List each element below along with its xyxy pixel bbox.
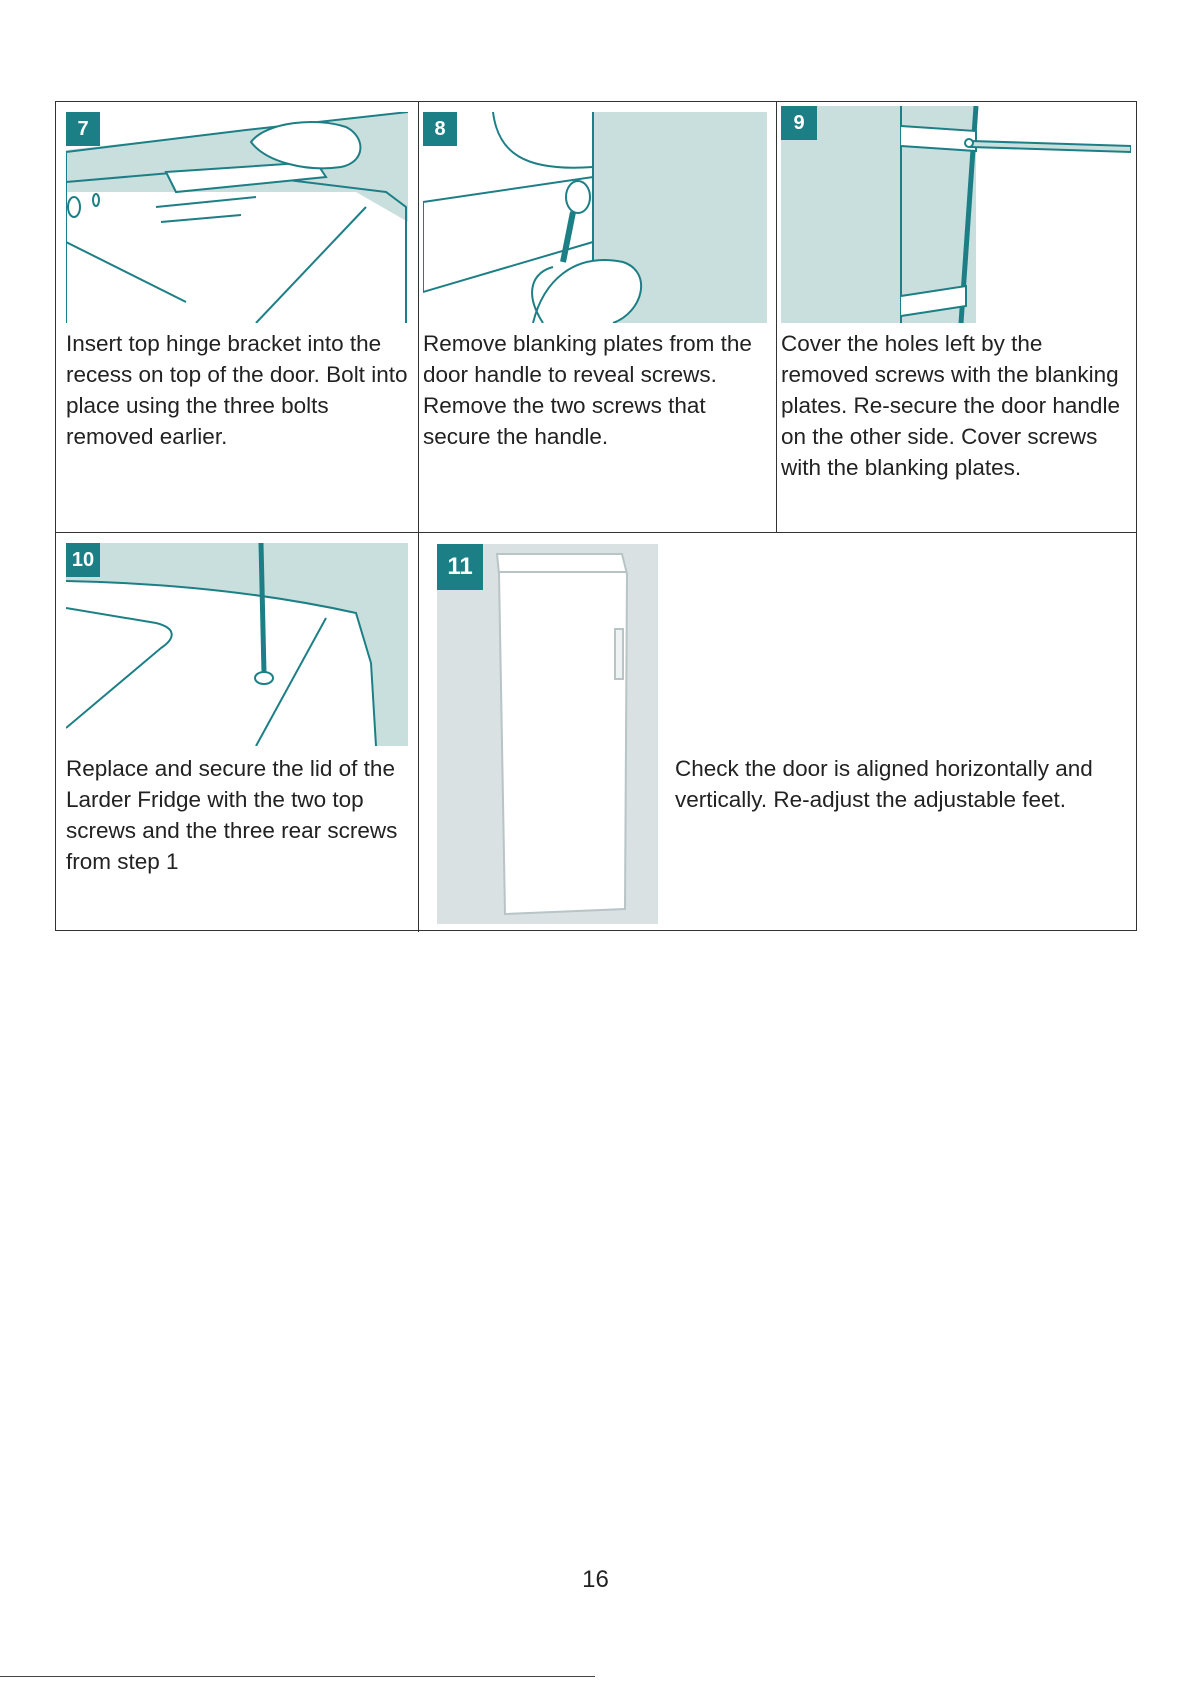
step-9-cell	[777, 102, 1137, 532]
step-11-cell	[419, 533, 1136, 931]
step-7-cell	[56, 102, 418, 532]
step-11-illustration	[437, 544, 658, 924]
step-7-badge: 7	[66, 112, 100, 146]
step-9-text: Cover the holes left by the removed screws with the blanking plates. Re-secure the door handle on the other side. Cover screws with the blanking plates.	[781, 331, 1120, 480]
step-7-illustration	[66, 112, 408, 323]
step-8-text: Remove blanking plates from the door handle to reveal screws. Remove the two screws that secure the handle.	[423, 331, 752, 449]
step-11-text: Check the door is aligned horizontally and vertically. Re-adjust the adjustable feet.	[675, 756, 1093, 812]
step-10-illustration	[66, 543, 408, 746]
instruction-grid	[55, 101, 1137, 931]
footer-rule	[0, 1676, 595, 1677]
step-8-illustration	[423, 112, 767, 323]
step-11-badge: 11	[437, 544, 483, 590]
step-9-illustration	[781, 106, 1131, 323]
page-number: 16	[582, 1566, 609, 1593]
step-10-text: Replace and secure the lid of the Larder Fridge with the two top screws and the three rear screws from step 1	[66, 756, 398, 874]
step-8-badge: 8	[423, 112, 457, 146]
step-7-text: Insert top hinge bracket into the recess on top of the door. Bolt into place using the three bolts removed earlier.	[66, 331, 408, 449]
step-8-cell	[419, 102, 776, 532]
step-10-badge: 10	[66, 543, 100, 577]
step-10-cell	[56, 533, 418, 931]
step-9-badge: 9	[781, 106, 817, 140]
